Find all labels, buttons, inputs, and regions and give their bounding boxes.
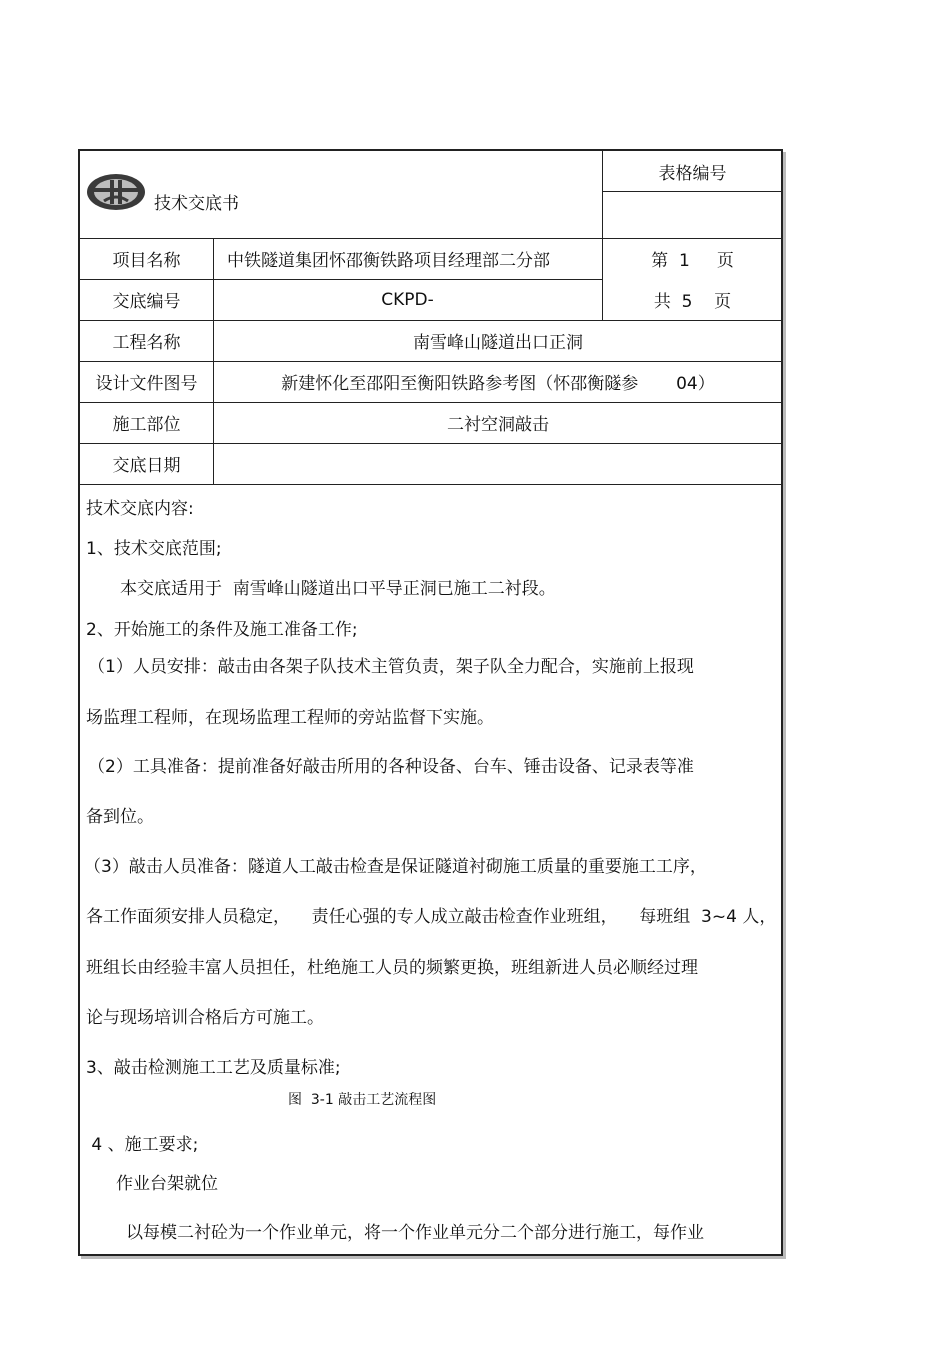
section-4-body: 以每模二衬砼为一个作业单元，将一个作业单元分二个部分进行施工，每作业 [126,1223,704,1243]
project-label: 工程名称 [112,333,181,353]
paragraph-3-line-2: 各工作面须安排人员稳定， 责任心强的专人成立敲击检查作业班组， 每班组 3~4 人， [86,907,777,927]
project-name-label: 项目名称 [112,251,181,271]
divider [80,484,783,485]
form-number-label: 表格编号 [658,163,727,184]
disclosure-number-label: 交底编号 [112,292,181,312]
disclosure-date-value [213,443,783,484]
paragraph-3-line-4: 论与现场培训合格后方可施工。 [86,1008,324,1028]
section-1-body: 本交底适用于 南雪峰山隧道出口平导正洞已施工二衬段。 [120,579,556,599]
section-4-title: 4 、施工要求; [86,1135,199,1155]
paragraph-3-line-3: 班组长由经验丰富人员担任，杜绝施工人员的频繁更换，班组新进人员必顺经过理 [86,958,698,978]
content-heading: 技术交底内容: [86,499,194,519]
project-value: 南雪峰山隧道出口正洞 [413,333,583,353]
company-logo-icon [86,173,146,211]
section-4-subtitle: 作业台架就位 [116,1174,218,1194]
figure-caption: 图 3-1 敲击工艺流程图 [288,1092,437,1108]
construction-part-label: 施工部位 [112,415,181,435]
disclosure-number-value: CKPD- [381,289,434,310]
disclosure-date-label: 交底日期 [112,456,181,476]
paragraph-2-line-1: （2）工具准备：提前准备好敲击所用的各种设备、台车、锤击设备、记录表等准 [88,757,694,777]
section-1-title: 1、技术交底范围; [86,539,222,559]
document-title: 技术交底书 [154,194,239,214]
page-total: 共 5 页 [653,292,732,312]
paragraph-2-line-2: 备到位。 [86,807,154,827]
design-document-value: 新建怀化至邵阳至衡阳铁路参考图（怀邵衡隧参 04） [281,374,715,394]
paragraph-3-line-1: （3）敲击人员准备：隧道人工敲击检查是保证隧道衬砌施工质量的重要施工工序， [84,857,707,877]
construction-part-value: 二衬空洞敲击 [447,415,549,435]
project-name-value: 中铁隧道集团怀邵衡铁路项目经理部二分部 [227,251,550,271]
technical-disclosure-form [78,149,783,1256]
paragraph-1-line-2: 场监理工程师，在现场监理工程师的旁站监督下实施。 [86,708,494,728]
paragraph-1-line-1: （1）人员安排：敲击由各架子队技术主管负责，架子队全力配合，实施前上报现 [88,657,694,677]
section-3-title: 3、敲击检测施工工艺及质量标准; [86,1058,341,1078]
design-document-label: 设计文件图号 [95,374,198,394]
section-2-title: 2、开始施工的条件及施工准备工作; [86,620,358,640]
page-current: 第 1 页 [651,251,734,271]
form-number-value [602,191,783,238]
